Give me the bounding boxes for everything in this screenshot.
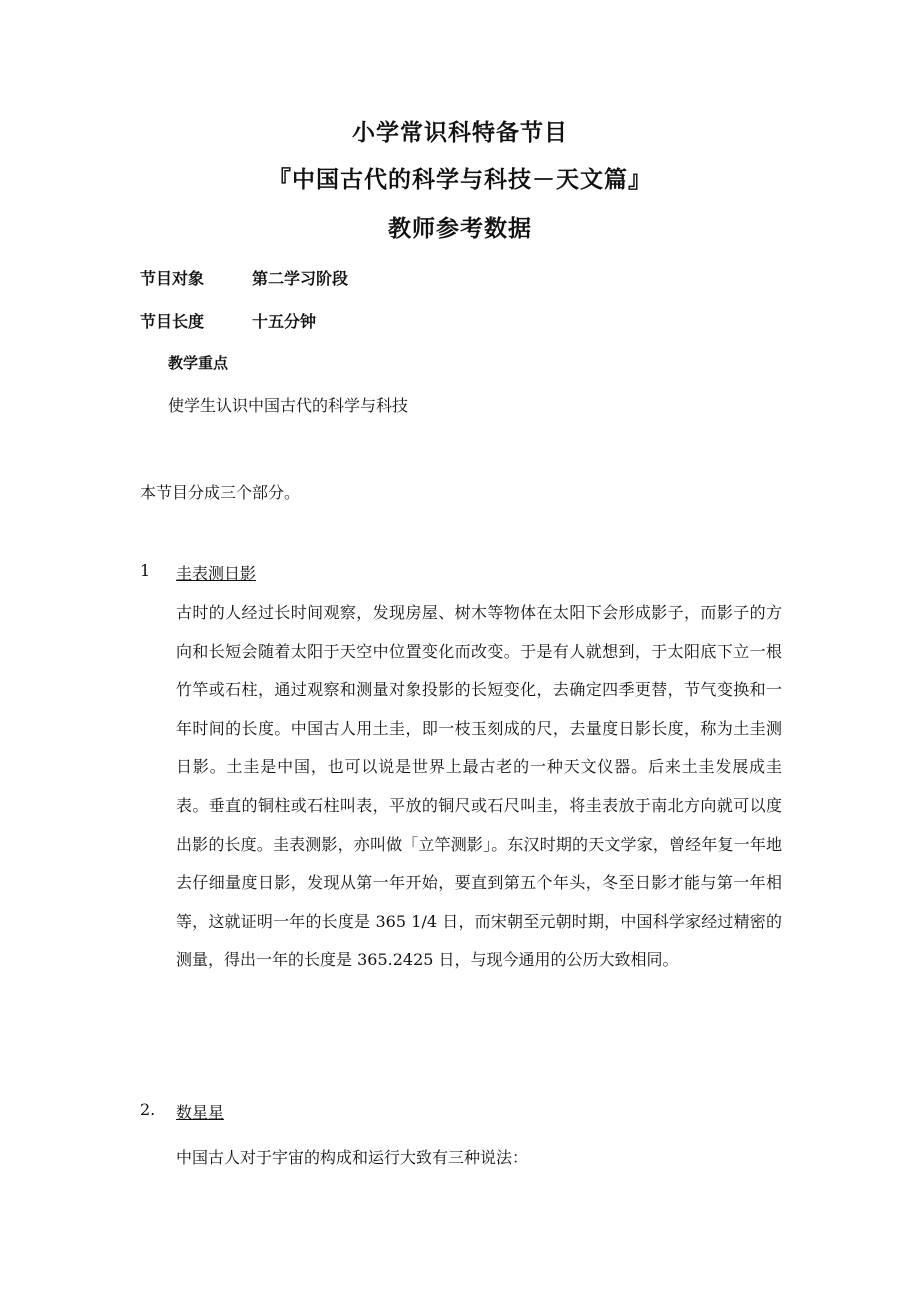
section-2-number: 2.	[140, 1100, 156, 1119]
intro-text: 本节目分成三个部分。	[140, 483, 301, 502]
section-1-title: 圭表测日影	[176, 564, 257, 583]
section-1-number: 1	[140, 561, 151, 580]
audience-label: 节目对象	[140, 269, 205, 288]
section-2-title: 数星星	[176, 1103, 225, 1122]
teaching-focus-heading: 教学重点	[168, 354, 229, 372]
program-title: 『中国古代的科学与科技－天文篇』	[268, 167, 652, 193]
teaching-focus-text: 使学生认识中国古代的科学与科技	[168, 396, 409, 415]
section-2-paragraph: 中国古人对于宇宙的构成和运行大致有三种说法：	[176, 1148, 529, 1167]
section-1-paragraph: 古时的人经过长时间观察，发现房屋、树木等物体在太阳下会形成影子，而影子的方向和长短会随着太阳于天空中位置变化而改变。于是有人就想到，于太阳底下立一根竹竿或石柱，通过观察和测量对象投影的长短变化，去确定四季更替，节气变换和一年时间的长度。中国古人用土圭，即一枝玉刻成的尺，去量度日影长度，称为土圭测日影。土圭是中国，也可以说是世界上最古老的一种天文仪器。后来土圭发展成圭表。垂直的铜柱或石柱叫表，平放的铜尺或石尺叫圭，将圭表放于南北方向就可以度出影的长度。圭表测影，亦叫做「立竿测影」。东汉时期的天文学家，曾经年复一年地去仔细量度日影，发现从第一年开始，要直到第五个年头，冬至日影才能与第一年相等，这就证明一年的长度是 365 1/4 日，而宋朝至元朝时期，中国科学家经过精密的测量，得出一年的长度是 365.2425 日，与现今通用的公历大致相同。	[176, 603, 782, 970]
document-subtitle: 教师参考数据	[388, 216, 532, 242]
page-title: 小学常识科特备节目	[352, 120, 568, 146]
audience-value: 第二学习阶段	[252, 269, 349, 288]
length-label: 节目长度	[140, 312, 205, 331]
audience-row	[140, 266, 348, 289]
length-row	[140, 309, 316, 332]
length-value: 十五分钟	[252, 312, 317, 331]
